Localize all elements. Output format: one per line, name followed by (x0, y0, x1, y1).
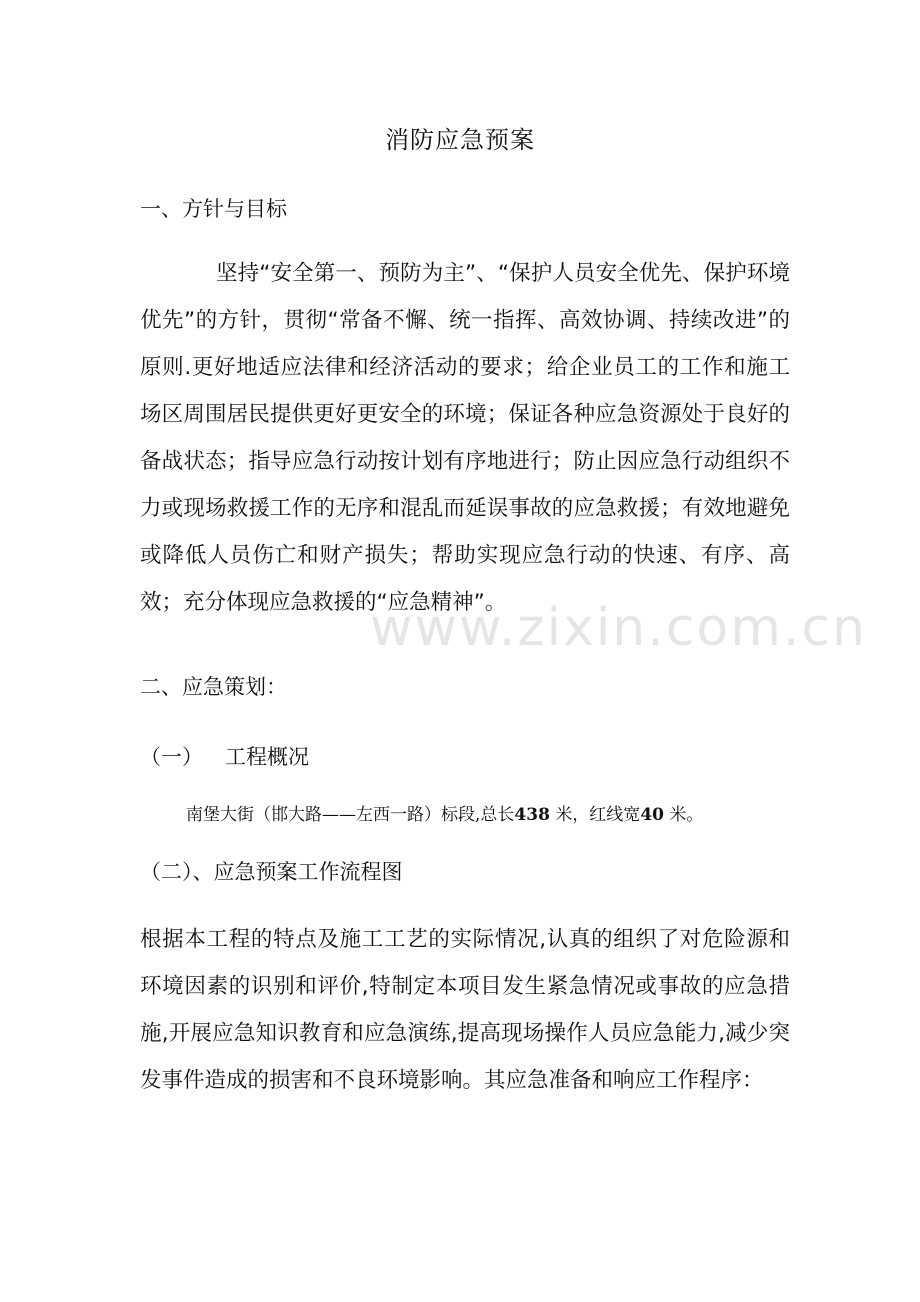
watermark: www.zixin.com.cn (370, 598, 867, 658)
subsection1-title: 工程概况 (225, 745, 309, 769)
overview-text-pre: 南堡大街（邯大路——左西一路）标段,总长 (186, 805, 515, 825)
section1-body: 坚持“安全第一、预防为主”、“保护人员安全优先、保护环境优先”的方针，贯彻“常备不懈、统一指挥、高效协调、持续改进”的原则.更好地适应法律和经济活动的要求；给企业员工的工作和施工场区周围居民提供更好更安全的环境；保证各种应急资源处于良好的备战状态；指导应急行动按计划有序地进行；防止因应急行动组织不力或现场救援工作的无序和混乱而延误事故的应急救援；有效地避免或降低人员伤亡和财产损失；帮助实现应急行动的快速、有序、高效；充分体现应急救援的“应急精神”。 (140, 261, 790, 615)
subsection1-heading (140, 741, 309, 771)
document-title: 消防应急预案 (385, 126, 535, 154)
overview-width: 40 (640, 805, 664, 825)
section1-heading: 一、方针与目标 (140, 197, 287, 221)
project-overview-line (186, 800, 703, 825)
overview-text-post: 米。 (669, 805, 704, 825)
overview-length: 438 (514, 805, 550, 825)
subsection1-number: （一） (140, 745, 203, 769)
subsection2-heading: （二）、应急预案工作流程图 (140, 860, 403, 884)
section2-heading: 二、应急策划： (140, 675, 287, 699)
subsection2-body: 根据本工程的特点及施工工艺的实际情况,认真的组织了对危险源和环境因素的识别和评价,特制定本项目发生紧急情况或事故的应急措施,开展应急知识教育和应急演练,提高现场操作人员应急能力,减少突发事件造成的损害和不良环境影响。其应急准备和响应工作程序： (140, 927, 790, 1093)
overview-text-mid: 米，红线宽 (555, 805, 641, 825)
